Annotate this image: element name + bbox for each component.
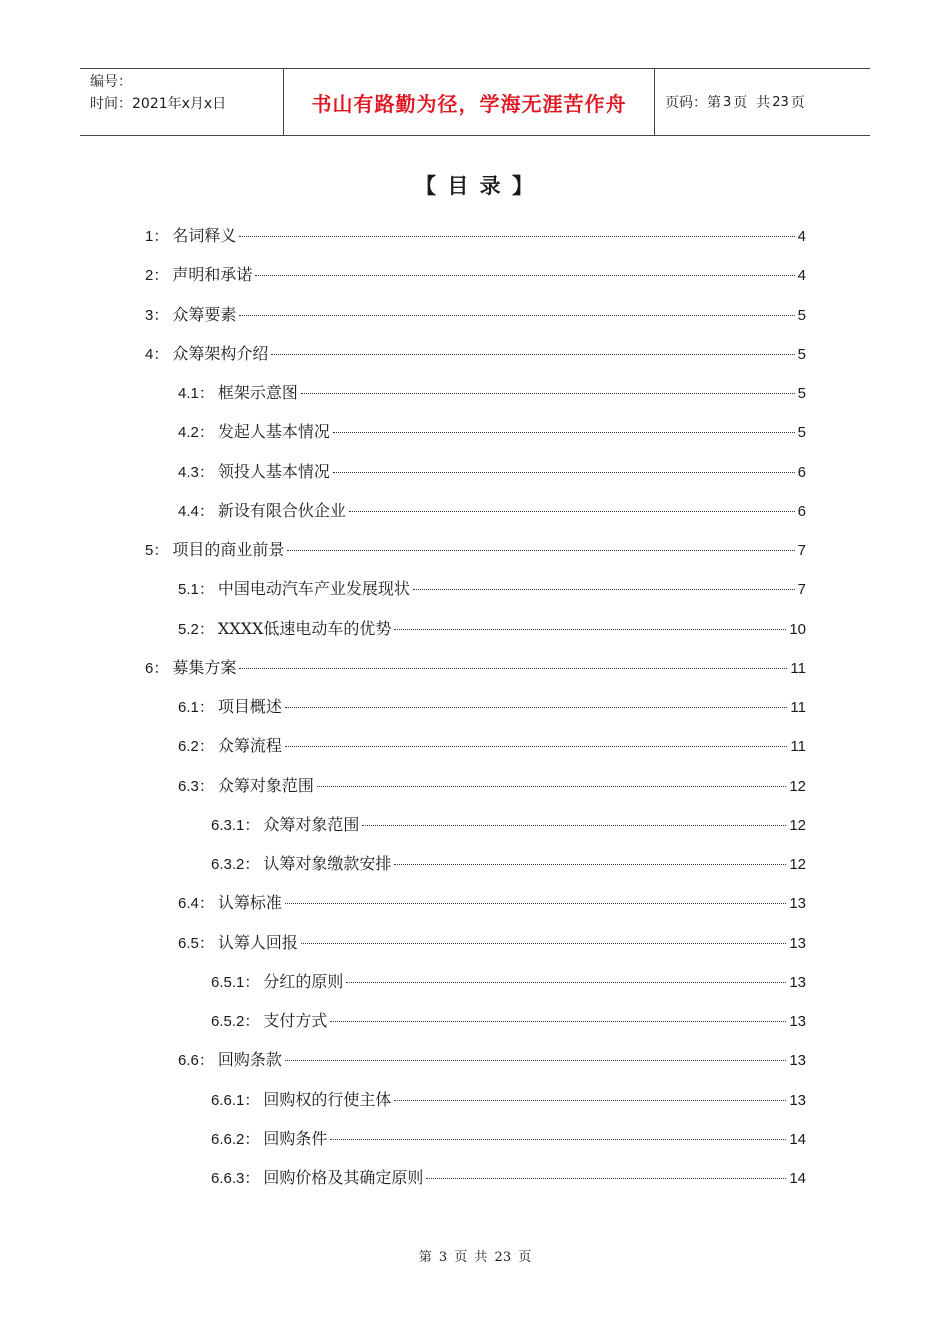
toc-entry[interactable] [211, 813, 806, 837]
toc-entry-number: 3： [145, 306, 169, 324]
toc-entry-page: 13 [789, 973, 806, 991]
toc-entry-number: 6.3.2： [211, 856, 260, 873]
toc-dot-leader [362, 825, 786, 826]
toc-entry-page: 14 [789, 1130, 806, 1148]
toc-entry-number: 6.3.1： [211, 816, 260, 834]
toc-entry[interactable] [211, 1127, 806, 1151]
toc-dot-leader [333, 472, 795, 473]
toc-entry-number: 2： [145, 267, 169, 285]
toc-dot-leader [287, 550, 794, 551]
toc-entry-title: 众筹架构介绍 [172, 343, 269, 363]
toc-dot-leader [413, 589, 795, 590]
toc-entry-page: 13 [789, 895, 806, 913]
toc-entry-title: 众筹对象范围 [217, 775, 314, 795]
toc-entry-page: 12 [789, 777, 806, 795]
toc-dot-leader [330, 1021, 786, 1022]
toc-entry-title: 新设有限合伙企业 [217, 500, 346, 520]
toc-entry-number: 6.5.2： [211, 1013, 260, 1030]
page-total: 23 [772, 94, 789, 110]
toc-entry-title: 回购条款 [217, 1050, 282, 1070]
toc-entry-number: 4.2： [178, 424, 214, 442]
header-page-cell [655, 69, 870, 135]
toc-entry[interactable] [178, 695, 806, 719]
toc-dot-leader [255, 275, 794, 276]
toc-dot-leader [426, 1178, 786, 1179]
toc-entry-page: 6 [797, 463, 806, 481]
toc-entry-page: 7 [797, 542, 806, 559]
toc-entry-page: 5 [797, 424, 806, 442]
toc-entry[interactable] [178, 774, 806, 798]
header-motto: 书山有路勤为径，学海无涯苦作舟 [311, 91, 627, 116]
toc-entry-number: 5.1： [178, 581, 214, 599]
toc-dot-leader [239, 315, 794, 316]
toc-entry[interactable] [178, 734, 806, 758]
toc-entry-number: 4.4： [178, 502, 214, 520]
toc-entry-title: 框架示意图 [217, 383, 298, 402]
toc-entry-title: 项目概述 [217, 697, 282, 716]
toc-dot-leader [285, 746, 788, 747]
toc-entry-number: 6： [145, 659, 169, 677]
toc-title: 【 目 录 】 [415, 173, 535, 198]
toc-dot-leader [394, 1100, 786, 1101]
toc-entry-page: 13 [789, 934, 806, 952]
toc-entry-title: 声明和承诺 [172, 265, 253, 285]
toc-entry-title: XXXX低速电动车的优势 [217, 618, 392, 638]
toc-entry[interactable] [145, 342, 806, 366]
toc-entry-number: 5.2： [178, 620, 214, 638]
toc-dot-leader [301, 943, 786, 944]
toc-entry-page: 4 [797, 228, 806, 245]
toc-entry[interactable] [178, 577, 806, 601]
document-date-label: 时间：2021年x月x日 [90, 96, 227, 112]
toc-entry-title: 众筹要素 [172, 304, 237, 324]
toc-entry[interactable] [178, 460, 806, 484]
toc-entry-title: 认筹标准 [217, 893, 282, 913]
toc-dot-leader [394, 864, 786, 865]
toc-entry-title: 回购权的行使主体 [263, 1089, 392, 1109]
toc-entry-number: 4.3： [178, 463, 214, 481]
toc-entry-page: 12 [789, 816, 806, 834]
toc-entry-title: 认筹人回报 [217, 932, 298, 952]
toc-entry-page: 13 [789, 1091, 806, 1109]
toc-entry-page: 5 [797, 345, 806, 363]
toc-entry[interactable] [178, 931, 806, 955]
toc-entry-number: 6.6.3： [211, 1170, 260, 1187]
toc-dot-leader [394, 629, 786, 630]
toc-entry[interactable] [178, 381, 806, 405]
toc-entry-number: 6.5： [178, 934, 214, 952]
toc-dot-leader [239, 236, 794, 237]
toc-entry-page: 13 [789, 1013, 806, 1030]
toc-entry[interactable] [211, 1009, 806, 1033]
toc-entry-title: 发起人基本情况 [217, 422, 330, 442]
toc-entry[interactable] [211, 852, 806, 876]
toc-entry[interactable] [178, 891, 806, 915]
toc-dot-leader [349, 511, 795, 512]
toc-entry-page: 11 [790, 699, 806, 716]
toc-entry-page: 6 [797, 502, 806, 520]
page-footer: 第 3 页 共 23 页 [418, 1250, 532, 1265]
toc-entry-title: 分红的原则 [263, 971, 344, 991]
toc-entry-title: 众筹流程 [217, 736, 282, 756]
toc-entry-title: 支付方式 [263, 1011, 328, 1030]
header-motto-cell [283, 69, 655, 135]
toc-entry-page: 10 [789, 620, 806, 638]
toc-entry[interactable] [178, 420, 806, 444]
document-header [80, 68, 870, 136]
toc-entry-number: 5： [145, 542, 169, 559]
toc-dot-leader [346, 982, 786, 983]
toc-entry[interactable] [145, 656, 806, 680]
page-current: 3 [723, 94, 732, 110]
toc-dot-leader [301, 393, 795, 394]
toc-entry-number: 6.4： [178, 895, 214, 913]
toc-entry-title: 众筹对象范围 [263, 814, 360, 834]
toc-entry[interactable] [178, 1048, 806, 1072]
toc-entry-title: 项目的商业前景 [172, 540, 285, 559]
toc-entry-title: 领投人基本情况 [217, 461, 330, 481]
page-suffix: 页 [790, 95, 805, 111]
header-meta-cell [80, 69, 283, 135]
toc-entry-page: 7 [797, 581, 806, 599]
toc-entry-number: 6.5.1： [211, 973, 260, 991]
toc-dot-leader [285, 903, 786, 904]
toc-dot-leader [330, 1139, 786, 1140]
toc-entry-title: 回购条件 [263, 1128, 328, 1148]
toc-entry-page: 12 [789, 856, 806, 873]
toc-entry-title: 名词释义 [172, 226, 237, 245]
toc-entry-number: 4.1： [178, 385, 214, 402]
toc-dot-leader [317, 786, 786, 787]
toc-dot-leader [239, 668, 787, 669]
toc-entry-title: 募集方案 [172, 657, 237, 677]
toc-entry[interactable] [211, 970, 806, 994]
toc-entry[interactable] [145, 538, 806, 562]
page-mid: 页 共 [733, 95, 771, 111]
toc-entry-number: 6.1： [178, 699, 214, 716]
toc-entry[interactable] [178, 617, 806, 641]
toc-entry[interactable] [145, 224, 806, 248]
toc-dot-leader [271, 354, 794, 355]
toc-entry[interactable] [145, 303, 806, 327]
toc-dot-leader [285, 1060, 786, 1061]
toc-entry-page: 4 [797, 267, 806, 285]
toc-entry-number: 1： [145, 228, 169, 245]
toc-entry[interactable] [211, 1088, 806, 1112]
toc-entry-number: 6.6.2： [211, 1130, 260, 1148]
toc-dot-leader [285, 707, 788, 708]
toc-entry-page: 5 [797, 306, 806, 324]
toc-entry-page: 14 [789, 1170, 806, 1187]
toc-entry-title: 回购价格及其确定原则 [263, 1168, 424, 1187]
toc-entry-number: 4： [145, 345, 169, 363]
toc-entry-number: 6.2： [178, 738, 214, 756]
toc-entry-number: 6.6： [178, 1052, 214, 1070]
toc-entry-page: 13 [789, 1052, 806, 1070]
toc-entry-page: 11 [790, 659, 806, 677]
toc-entry-number: 6.6.1： [211, 1091, 260, 1109]
toc-entry-title: 认筹对象缴款安排 [263, 854, 392, 873]
toc-entry[interactable] [211, 1166, 806, 1190]
document-number-label: 编号： [90, 74, 132, 90]
toc-entry-number: 6.3： [178, 777, 214, 795]
toc-dot-leader [333, 432, 795, 433]
toc-entry-page: 11 [790, 738, 806, 756]
toc-entry[interactable] [145, 263, 806, 287]
toc-entry-title: 中国电动汽车产业发展现状 [217, 579, 410, 599]
page-prefix: 页码：第 [665, 95, 721, 111]
toc-entry-page: 5 [797, 385, 806, 402]
toc-entry[interactable] [178, 499, 806, 523]
